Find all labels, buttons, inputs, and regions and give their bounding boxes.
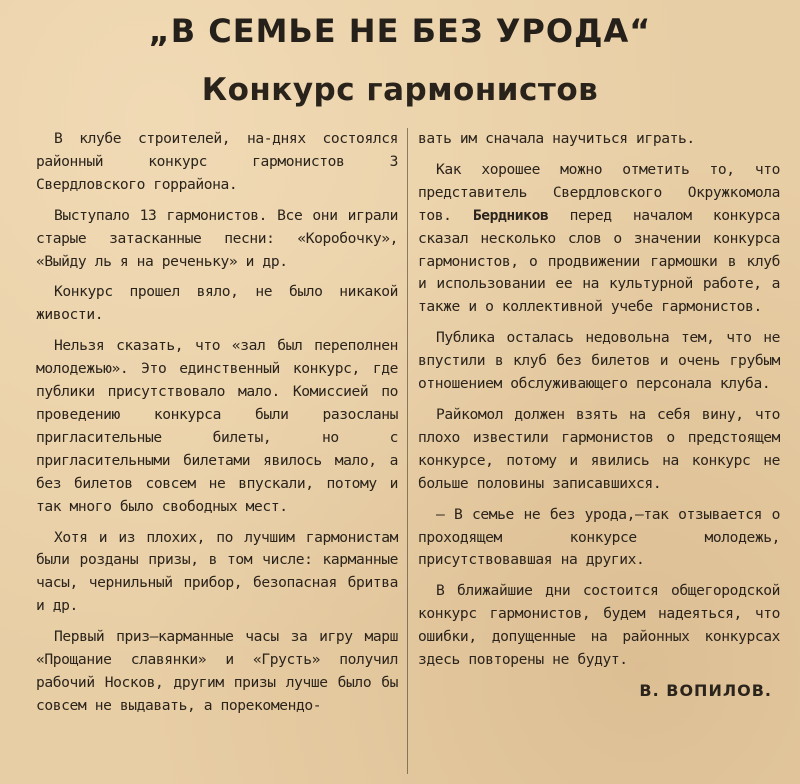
paragraph-8: Публика осталась недовольна тем, что не впустили в клуб без билетов и очень грубым отношением обслуживающего персонала клуба. (418, 329, 780, 393)
left-column (36, 128, 398, 774)
paragraph-6: Первый приз—карманные часы за игру марш «Прощание славянки» и «Грусть» получил рабочий Носков, другим призы лучше было бы совсем не выдавать, а порекомендо- (36, 628, 398, 714)
paragraph-10: — В семье не без урода,—так отзывается о проходящем конкурсе молодежь, присутствовавшая на других. (418, 505, 780, 569)
headline: „В СЕМЬЕ НЕ БЕЗ УРОДА“ (148, 12, 652, 50)
paragraph-5: Хотя и из плохих, по лучшим гармонистам были розданы призы, в том числе: карманные часы, чернильный прибор, безопасная бритва и др. (36, 528, 398, 615)
paragraph-9: Райкомол должен взять на себя вину, что плохо известили гармонистов о предстоящем конкурсе, потому и явились на конкурс не больше половины записавшихся. (418, 405, 780, 492)
paragraph-4: Нельзя сказать, что «зал был переполнен молодежью». Это единственный конкурс, где публики присутствовало мало. Комиссией по проведению конкурса были разосланы пригласительные билеты, но с пригласительными билетами явилось мало, а без билетов совсем не впускали, потому и так много было свободных мест. (36, 337, 398, 515)
paragraph-11: В ближайшие дни состоится общегородской конкурс гармонистов, будем надеяться, что ошибки, допущенные на районных конкурсах здесь повторены не будут. (418, 582, 780, 669)
article-title: Конкурс гармонистов (201, 72, 599, 108)
right-column (418, 128, 780, 774)
paragraph-7 (418, 159, 780, 319)
paragraph-continuation: вать им сначала научиться играть. (418, 130, 695, 147)
paragraph-1: В клубе строителей, на-днях состоялся районный конкурс гармонистов 3 Свердловского горрайона. (36, 130, 398, 193)
author-signature: В. ВОПИЛОВ. (639, 680, 772, 700)
paragraph-7-start: Как хорошее можно отметить то, что представитель Свердловского Окружкомола тов. (418, 160, 780, 224)
paragraph-3: Конкурс прошел вяло, не было никакой живости. (36, 283, 398, 324)
paragraph-7-end: перед началом конкурса сказал несколько слов о значении конкурса гармонистов, о продвижении гармошки в клуб и использовании ее на культурной работе, а также и о коллективной учебе гармонистов. (418, 206, 780, 316)
column-divider (407, 128, 408, 774)
paragraph-2: Выступало 13 гармонистов. Все они играли старые затасканные песни: «Коробочку», «Выйду ль я на реченьку» и др. (36, 206, 398, 270)
person-name: Бердников (472, 206, 549, 224)
